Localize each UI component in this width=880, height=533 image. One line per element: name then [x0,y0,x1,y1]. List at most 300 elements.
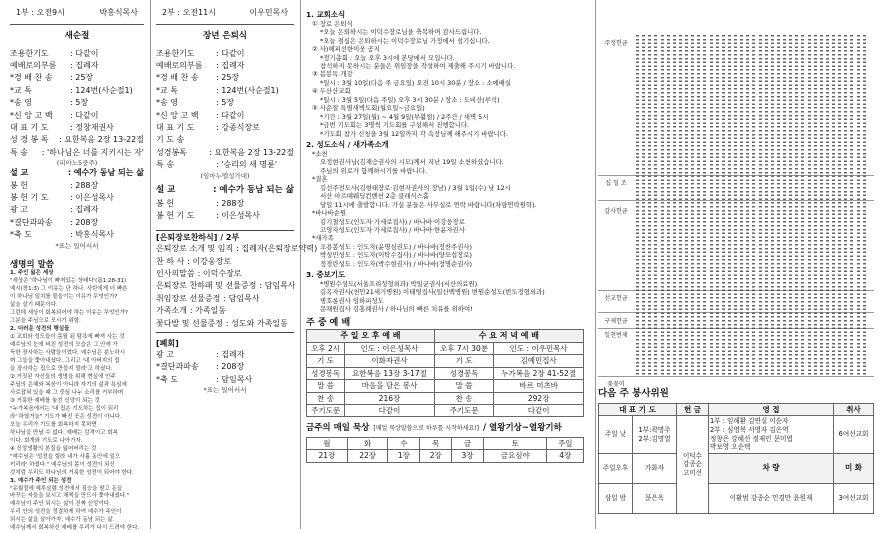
order-row [10,134,144,146]
offering-name-column [795,35,798,377]
order-value: : 이강웅장로 [187,256,232,266]
sermon-line: 그분을 주님으로 모시기 위함. [10,318,81,325]
order-row [10,204,144,216]
order-value: : 이은성목사 [216,210,260,220]
sermon-line: 삶을 살기 때문이다. [10,302,58,309]
news-line: *일시 : 3월 5일(다음 주일) 오후 3시 30분 / 장소 : 도비산(부석) [320,95,500,104]
order-label: 기 도 송 [156,135,185,145]
order-row [156,318,294,330]
retirement-order [156,243,318,330]
news-line: *오늘 점심은 은퇴하시는 이덕수장로님 가정에서 섬기십니다. [320,36,490,45]
cell: 문은옥 [633,483,677,513]
order-label: 은퇴장로 소개 및 임직 [156,244,234,254]
worship-cell: 기 도 [434,355,494,367]
verse-cell: 21장 [307,450,348,462]
news-line: 주님의 위로가 함께하시기를 바랍니다. [320,166,427,175]
sunday-evening-title: 주 일 오 후 예 배 [307,330,435,343]
order-row [156,134,294,146]
offering-name-column [716,35,719,377]
sermon-line: "누가복음에서는 '내 집은 기도하는 집이 되리 [10,405,119,412]
cell: 주일오후 [599,453,633,483]
news-line: 조용봉성도 : 인도자(윤명심권도) / 바나바(정찬주권사) [320,242,473,251]
worship-row [307,380,584,392]
order-label: 가족소개 [156,306,187,316]
order-value: : '하나님은 너를 지키시는 자' [41,147,144,157]
sermon-line: "세상은 '하나님이 빠져있는 상태다'(롬1:28-31) [10,278,127,285]
order-value: : 박홍식목사 [70,230,114,240]
order-label: 특 송 [156,160,174,170]
news-line: 1. 교회소식 [306,10,346,19]
offering-name-column [673,35,676,377]
worship-row [307,392,584,404]
sermon-line: 우리 안의 성전을 정결하게 하여 예수가 주인이 [10,509,122,516]
order-label: 꽃다발 및 선물증정 [156,318,223,328]
order-value: : 124번(사순절1) [216,85,279,95]
order-value: : '승리의 새 명륜' [216,160,278,170]
weekday-worship-title: 주 중 예 배 [306,317,351,328]
stand-note: *표는 일어서서 [203,386,247,395]
sermon-line: 을 장사하는 집으로 만들지 말라'고 하셨다. [10,365,113,372]
col-vehicle: 차 량 [709,453,834,483]
verse-cell: 1장 [388,450,420,462]
order-label: 조용한기도 [156,48,195,58]
day-cell: 금 [452,437,484,449]
order-value: : 이은성목사 [70,193,114,203]
sermon-line: 며 그들을 쫓아내셨다. 그리고 '내 아버지의 집 [10,358,120,365]
cell: 3여선교회 [834,483,874,513]
offering-name-column [703,35,706,377]
section-title: 장년 은퇴식 [202,31,247,41]
offering-name-column [844,35,847,377]
service-time: 1부 : 오전9시 [16,8,65,17]
news-line: ⑤ 사순절 특별새벽도회(월요일~금요일) [312,104,425,113]
order-row [156,305,294,317]
worship-cell: 찬 송 [434,392,494,404]
order-row [10,110,144,122]
sermon-line: 하나님을 만날 수 없다. 예배는 감격이고 회복 [10,429,118,436]
news-line: 김옥자권사(천안21세기병원) 이태영집사(일산백병원) 변원순성도(번도정형외과) [320,288,545,297]
worship-cell: 마음을 담은 봉사 [345,380,435,392]
order-label: *신 앙 고 백 [10,110,53,120]
closing-title: [폐회] [156,339,179,349]
offering-name-column [814,35,817,377]
offering-name-column [679,35,682,377]
col-offering: 헌 금 [677,404,709,416]
offering-names-grid [636,35,866,377]
day-cell: 토 [483,437,547,449]
worship-cell: 찬 송 [307,392,345,404]
news-line: 3. 중보기도 [306,270,346,280]
order-label: *경 배 찬 송 [156,73,199,83]
offering-name-column [789,35,792,377]
service-2-header [156,8,294,25]
sermon-line: 그런데 세상이 회복되어야 하는 이유는 무엇인가? [10,310,128,317]
sermon-title: 생명의 말씀 [10,259,55,270]
worship-cell: 292장 [494,392,584,404]
worship-row [307,355,584,367]
order-label: *경 배 찬 송 [10,73,53,83]
news-line: ④ 두산산교회 [312,87,351,96]
order-label: 대 표 기 도 [156,122,195,132]
order-row [156,147,294,159]
preacher: 박홍식목사 [99,8,138,17]
offering-name-column [667,35,670,377]
order-value: : 가족일동 [189,306,227,316]
news-line: *새가족 [312,234,334,243]
order-of-worship-2 [156,198,294,223]
service-1-column [0,0,150,533]
wednesday-leader: 인도 : 이우민목사 [494,343,584,355]
news-line: 김선주전도사(김현태장로·김현자권사의 장남) / 3월 1일(수) 낮 12시 [320,183,511,192]
offering-category-label: 꽃꽂이 [607,381,625,388]
order-value: : 5장 [216,98,235,108]
order-label: 취임장로 선물증정 [156,293,221,303]
order-value: : 정창재권사 [70,122,114,132]
order-value [216,134,294,146]
order-row [156,256,294,268]
order-value: : 담임목사 [216,374,253,384]
service-1-header [10,8,144,25]
offering-name-column [771,35,774,377]
news-line: 정경란성도 : 인도자(박수현권사) / 바나바(정명순권사) [320,259,473,268]
sermon-line: "예수님은 '성전을 헐라 내가 사흘 동안에 일으 [10,453,121,460]
sermon-line: "유월절에 예루살렘 성전에서 짐승을 팔고 돈을 [10,485,123,492]
day-cell: 월 [307,437,348,449]
order-row [156,85,294,97]
sermon-line: ③ 거룩한 예배를 놓친 신앙이 되는 것 [10,397,100,404]
offering-category-label: 주정헌금 [604,40,628,47]
sermon-line: ④ 신앙생활의 본질을 잃어버리는 것 [10,445,97,452]
next-week-volunteers-title: 다음 주 봉사위원 [598,388,669,399]
sermon-line: 득한 장사하는 사람들이었다. 예수님은 분노하시 [10,350,126,357]
news-line: 2. 성도소식 / 새가족소개 [306,140,389,150]
order-label: 대 표 기 도 [10,122,49,132]
worship-cell: 다같이 [494,404,584,416]
sermon-line: 1. 주인 잃은 세상 [10,270,54,277]
service-2-column [150,0,318,395]
order-label: 봉 헌 [10,180,28,190]
offering-name-column [863,35,866,377]
order-value: : 208장 [70,217,99,227]
offering-name-column [636,35,639,377]
news-line: 박성민성도 : 인도자(이탁수집사) / 바나바(양모섭장로) [320,251,473,260]
news-line: *오늘 은퇴하시는 이덕수장로님을 축복하며 감사드립니다. [320,28,482,37]
order-row [10,97,144,109]
order-value: : 요한복음 2장 13-22절 [58,135,144,145]
verse-cell: 2장 [420,450,452,462]
order-row [156,280,294,292]
day-cell: 화 [347,437,388,449]
news-line: 고영자성도(인도자·가세로집사) / 바나바·한윤자권사 [320,225,465,234]
sermon-line: ① 교회와 성도들이 몸될 된 탐욕에 빠져 사는 것 [10,334,125,341]
order-value: : 25장 [70,73,94,83]
news-line: 오정현권사님(김재승권사의 시모)께서 지난 19일 소천하셨습니다. [320,158,504,167]
daily-devotion-header [306,423,584,434]
order-label: 찬 하 사 [156,256,185,266]
order-label: *교 독 [10,85,32,95]
offering-name-column [850,35,853,377]
retirement-section [156,230,318,333]
order-value: : 5장 [70,98,89,108]
order-value: : 집례자 [70,205,99,215]
news-line: ② 사)해피선한이웃 공지 [312,45,380,54]
verse-cell: 3장 [452,450,484,462]
offering-name-column [765,35,768,377]
devotion-subtitle: [매일 묵상말씀으로 하루를 시작하세요!] [373,424,479,432]
sermon-line: 2. 더러운 성전의 행실들 [10,326,70,333]
order-row [10,192,144,204]
verse-cell: 22장 [347,450,388,462]
order-value: : 담임목사 [223,293,260,303]
retirement-title: [은퇴장로찬하식] / 2부 [156,233,240,243]
section-title: 새순절 [64,31,90,41]
order-row [10,72,144,84]
news-line: *기간 : 3월 27일(월) ~ 4월 9일(부활절) / 2주간 / 새벽 5시 [320,112,489,121]
sermon-line: 주님의 은혜와 복음이 아니라 자기의 삶과 욕심에 [10,381,127,388]
offering-name-column [642,35,645,377]
news-line: *결혼 [312,175,328,184]
order-row [10,147,144,159]
order-label: *송 영 [10,98,32,108]
sermon-line: ② 거짓된 자신들의 생명을 위해 현실에 안주 [10,373,116,380]
worship-cell: 요한복음 13장 3-17절 [345,367,435,379]
worship-cell: 이화자권사 [345,355,435,367]
order-value: : 집례자 [216,61,245,71]
offering-name-column [808,35,811,377]
worship-cell: 성경봉독 [307,367,345,379]
cell: 이덕수 강종순 고미선 [677,416,709,513]
order-value: : 집례자 [216,350,245,360]
order-label: *결단과파송 [10,217,53,227]
next-week-volunteers-table [598,403,874,514]
order-row [156,122,294,134]
order-label: *축 도 [156,374,178,384]
order-row [156,349,294,361]
sermon-value: : 예수가 동남 되는 삶 [67,168,144,178]
day-cell: 주일 [547,437,584,449]
service-time: 2부 : 오전11시 [162,8,216,17]
offering-category-label: 구제헌금 [604,318,628,325]
sermon-summary [10,270,144,533]
offering-name-column [826,35,829,377]
sermon-line: 3. 예수가 주인 되는 성전 [10,477,72,484]
offering-name-column [648,35,651,377]
order-label: 봉 헌 기 도 [10,193,49,203]
order-label: 예배로의부름 [156,61,203,71]
offering-name-column [722,35,725,377]
sunday-leader: 인도 : 이은성목사 [345,343,435,355]
order-of-worship-2 [10,180,144,242]
sermon-line: 이다. 회개와 기도로 나아가자. [10,437,83,444]
sermon-value: : 예수가 동남 되는 삶 [213,184,294,195]
worship-cell: 성경봉독 [434,367,494,379]
news-line: *일시 : 3월 10일(다음 주 금요일) 오전 10시 30분 / 장소 : 소예배실 [320,78,511,87]
offering-name-column [746,35,749,377]
sermon-row [156,183,294,198]
offering-category-label: 감사헌금 [604,208,628,215]
order-label: *교 독 [156,85,178,95]
order-row [156,361,294,373]
sermon-line: 라' 하였거늘" 기도가 빠진 곳은 성전이 아니다. [10,413,122,420]
order-label: 예배로의부름 [10,61,57,71]
worship-cell: 바르 미츠바 [494,380,584,392]
sermon-line: 사로잡혀 있을 때 그 중심 나누 소리를 거부하며 [10,389,124,396]
worship-row [307,367,584,379]
order-row [10,180,144,192]
order-row [10,217,144,229]
order-value: : 요한복음 2장 13-22절 [208,147,294,157]
sermon-line: 되시는 삶을 살아가자. 예수가 동남 되는 삶. [10,517,115,524]
offering-name-column [838,35,841,377]
order-label: 은퇴장로 찬하패 및 선물증정 [156,281,257,291]
order-row [156,243,318,255]
special-note: (피아노5중주) [56,159,98,168]
sermon-row [10,167,144,179]
offering-name-column [691,35,694,377]
offering-category-label: 십 일 조 [605,180,627,187]
offering-name-column [697,35,700,377]
closing-order [156,349,294,386]
order-of-worship [156,48,294,172]
devotion-book: / 열왕기상~열왕기하 [482,423,562,434]
order-value: : 강종식장로 [216,122,260,132]
news-line: *병원수성도(서울프리성형외과) 박일균권사(서산의료원) [320,279,478,288]
news-line: ① 장로 은퇴식 [312,19,353,28]
special-note: (임마누엘성가대) [200,171,250,180]
sunday-time: 오후 2시 [307,343,345,355]
order-value: : 다같이 [70,110,99,120]
order-label: 광 고 [10,205,28,215]
order-value: : 담임목사 [259,281,296,291]
wednesday-evening-title: 수 요 저 녁 예 배 [434,330,583,343]
order-value: : 다같이 [70,48,99,58]
cell: 1부 : 임해환 김연실 이순자 2부 : 심영복 서영자 김은역 정창은 강혜선 정재인 문미엽 박보영 오순택 [709,416,834,453]
offering-name-column [777,35,780,377]
offering-category-label: 선교헌금 [604,295,628,302]
sermon-label: 설 교 [10,168,29,178]
col-prayer: 대 표 기 도 [599,404,677,416]
order-row [156,293,294,305]
order-label: 봉 헌 [156,198,174,208]
order-row [156,60,294,72]
offering-name-column [740,35,743,377]
news-line: 문채원집사 김홍례권사 / 하나님의 빠른 치유를 위하여! [320,305,473,314]
order-label: *결단과파송 [156,362,199,372]
offering-name-column [710,35,713,377]
order-row [156,48,294,60]
offering-name-column [857,35,860,377]
offering-name-column [654,35,657,377]
offering-name-column [801,35,804,377]
worship-cell: 주기도문 [434,404,494,416]
order-value: : 집례자(은퇴장로약력) [236,244,318,254]
news-line: *기도회 참가 신청을 3월 12일까지 각 속장님께 해주시기 바랍니다. [320,129,509,138]
offering-name-column [734,35,737,377]
order-value: : 다같이 [216,48,245,58]
column-divider [595,0,596,529]
cell: 삼일 밤 [599,483,633,513]
sermon-line: 예시(창1:3) 그 이유는 단 하나. 사탄에게 더 빠른 [10,286,128,293]
order-value: : 성도와 가족일동 [225,318,288,328]
news-line: *바나바순원 [312,209,347,218]
offering-name-column [661,35,664,377]
news-line: 병호롱권사 임하피성도 [320,296,384,305]
order-value: : 이덕수장로 [197,269,242,279]
order-label: 조용한기도 [10,48,49,58]
order-label: *신 앙 고 백 [156,110,199,120]
news-line: *금번 기도회는 3명씩 기도회를 구성해서 진행합니다. [320,121,470,130]
order-row [10,85,144,97]
worship-cell: 216장 [345,392,435,404]
sermon-line: 바꾸는 자들을 보시고 채찍을 만드사 쫓아내셨다." [10,493,130,500]
worship-row [307,404,584,416]
order-row [156,159,294,171]
col-meal: 취사 [834,404,874,416]
news-line: *소천 [312,149,328,158]
offering-name-column [752,35,755,377]
offering-name-column [759,35,762,377]
order-value: : 25장 [216,73,240,83]
cell: 6여선교회 [834,416,874,453]
offering-name-column [820,35,823,377]
order-value: : 집례자 [70,61,99,71]
offering-name-column [728,35,731,377]
stand-note: *표는 일어서서 [55,241,99,250]
order-row [156,97,294,109]
cell: 1부:곽명주 2부:김명열 [633,416,677,453]
sermon-line: 것처럼 우리도 하나님의 거룩한 성전이 되어야 한다. [10,469,134,476]
order-label: 성경봉독 [156,147,187,157]
sermon-label: 설 교 [156,184,176,195]
news-column [300,0,590,463]
order-row [156,374,294,386]
worship-cell: 기 도 [307,355,345,367]
sermon-line: 키리라' 하셨다." 예수님의 몸이 성전이 되신 [10,461,115,468]
news-line: 참석하지 못하시는 분들은 위임장을 작성하여 제출해 주시기 바랍니다. [320,62,516,71]
news-line: 김기철성도(인도자·가세로집사) / 바나바·이강웅장로 [320,217,465,226]
offering-category-label: 일천번제 [604,332,628,339]
order-label: *송 영 [156,98,178,108]
worship-cell: 주기도문 [307,404,345,416]
news-line: 서산 아르떼웨딩컨벤션 2층 클래식스홀 [320,192,429,201]
col-cleaning: 미 화 [834,453,874,483]
order-row [156,198,294,210]
cell: 가화자 [633,453,677,483]
order-value: : 288장 [216,198,245,208]
order-value: : 다같이 [216,110,245,120]
worship-cell: 누가복음 2장 41-52절 [494,367,584,379]
order-row [10,122,144,134]
order-row [10,229,144,241]
order-label: 광 고 [156,350,174,360]
order-label: 인사의말씀 [156,269,195,279]
order-row [10,48,144,60]
offering-name-column [832,35,835,377]
worship-cell: 말 씀 [307,380,345,392]
order-label: 봉 헌 기 도 [156,210,195,220]
preacher: 이우민목사 [249,8,288,17]
order-row [156,268,294,280]
news-line: 당일 11시에 출발합니다. 가실 분들은 사무실로 연락 바랍니다(차량연락원학). [320,200,537,209]
order-row [156,210,294,222]
order-value: : 208장 [216,362,245,372]
news-line: ③ 봄봉독 개강 [312,70,353,79]
order-value: : 288장 [70,180,99,190]
worship-cell: 다같이 [345,404,435,416]
daily-devotion-table [306,437,584,463]
order-label: *축 도 [10,230,32,240]
order-label: 성 경 봉 독 [10,135,49,145]
